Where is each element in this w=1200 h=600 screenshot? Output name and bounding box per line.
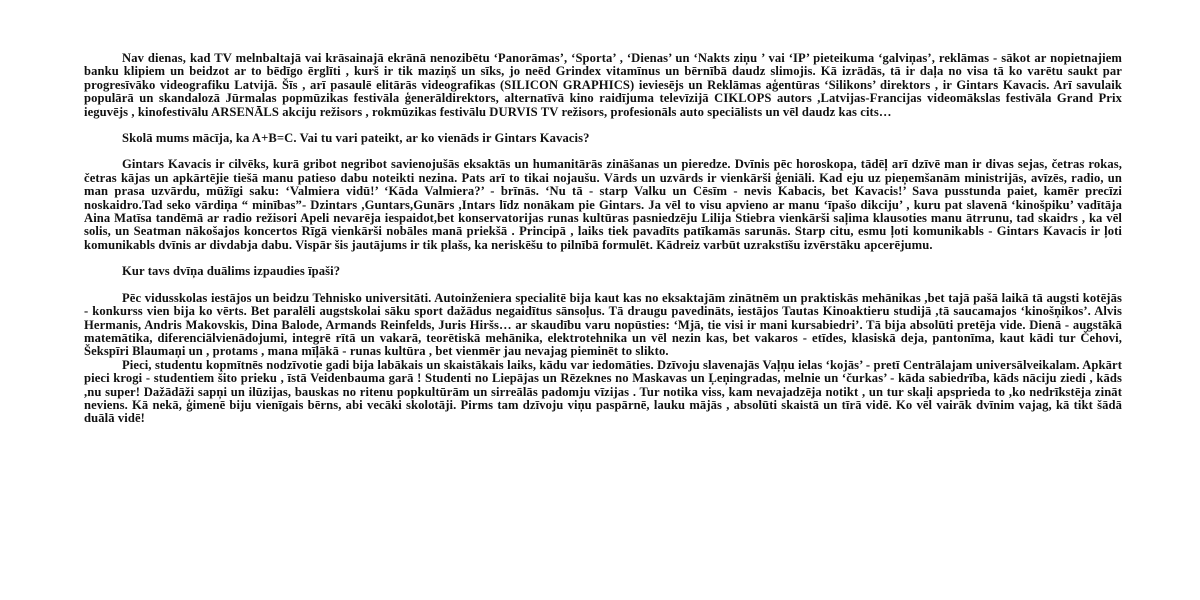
question-2: Kur tavs dvīņa duālims izpaudies īpaši?	[122, 264, 341, 279]
document-page	[84, 52, 1122, 426]
paragraph-answer-1: Gintars Kavacis ir cilvēks, kurā gribot negribot savienojušās eksaktās un humanitārās zināšanas un pieredze. Dvīnis pēc horoskopa, tādēļ arī dzīvē man ir divas sejas, četras rokas, četras kājas un apkārtējie tiešā manu patieso dabu noteikti nezina. Pats arī to tikai nojaušu. Vārds un uzvārds ir vienkārši ģeniāli. Kad eju uz pieņemšanām ministrijās, avīzēs, radio, un man prasa uzvārdu, mūžīgi saku: ‘Valmiera vidū!’ ‘Kāda Valmiera?’ - brīnās. ‘Nu tā - starp Valku un Cēsīm - nevis Kabacis, bet Kavacis!’ Sava pusstunda paiet, kamēr precīzi noskaidro.Tad seko vārdiņa “ minības”- Dzintars ,Guntars,Gunārs ,Intars līdz nonākam pie Gintars. Ja vēl to visu apvieno ar manu ‘īpašo dikciju’ , kuru pat slavenā ‘kinošpiku’ vadītāja Aina Matīsa tandēmā ar radio režisori Apeli nevarēja iespaidot,bet konservatorijas runas kultūras pasniedzēju Lilija Stiebra vienkārši saļima klausoties manu ātrrunu, tad skaidrs , ka vēl solis, un Seatman nākošajos koncertos Rīgā vienkārši nobāles manā priekšā . Principā , laiks tiek pavadīts patīkamās sarunās. Starp citu, esmu ļoti komunikabls - Gintars Kavacis ir ļoti komunikabls dvīnis ar divdabja dabu. Vispār šis jautājums ir tik plašs, ka neriskēšu to pilnībā formulēt. Kādreiz varbūt uzrakstīšu izvērstāku apcerējumu.	[84, 157, 1122, 252]
paragraph-intro: Nav dienas, kad TV melnbaltajā vai krāsainajā ekrānā nenozibētu ‘Panorāmas’, ‘Sporta’ , ‘Dienas’ un ‘Nakts ziņu ’ vai ‘IP’ pieteikuma ‘galviņas’, reklāmas - sākot ar nopietnajiem banku klipiem un beidzot ar to bēdīgo ērglīti , kurš ir tik maziņš un sīks, jo neēd Grindex vitamīnus un bērnībā daudz slimojis. Kā izrādās, tā ir daļa no visa tā ko varētu saukt par progresīvāko videografiku Latvijā. Šīs , arī pasaulē elitārās videografikas (SILICON GRAPHICS) ieviesējs un Reklāmas aģentūras ‘Silikons’ direktors , ir Gintars Kavacis. Arī savulaik populārā un skandalozā Jūrmalas popmūzikas festivāla ģenerāldirektors, alternatīvā kino raidījuma televīzijā CIKLOPS autors ,Latvijas-Francijas videomākslas festivāla Grand Prix ieguvējs , kinofestivālu ARSENĀLS akciju režisors , rokmūzikas festivālu DURVIS TV režisors, profesionāls auto speciālists un vēl daudz kas cits…	[84, 51, 1122, 119]
question-1: Skolā mums mācīja, ka A+B=C. Vai tu vari pateikt, ar ko vienāds ir Gintars Kavacis?	[122, 131, 590, 146]
paragraph-answer-2: Pēc vidusskolas iestājos un beidzu Tehnisko universitāti. Autoinženiera specialitē bija kaut kas no eksaktajām zinātnēm un praktiskās mehānikas ,bet tajā pašā laikā tā augsti kotējās - konkurss vien bija ko vērts. Bet paralēli augstskolai sāku sport dažādus negaidītus sānsoļus. Tā draugu pavedināts, iestājos Tautas Kinoaktieru studijā ,tā saucamajos ‘kinošņikos’. Alvis Hermanis, Andris Makovskis, Dina Balode, Armands Reinfelds, Juris Hiršs… ar skaudību varu nopūsties: ‘Mjā, tie visi ir mani kursabiedri’. Tā bija absolūti pretēja vide. Dienā - augstākā matemātika, diferenciālvienādojumi, integrē rītā un vakarā, teorētiskā mehānika, elektrotehnika un vēl nezin kas, bet vakaros - etīdes, klasiskā deja, pantonīma, kaut kādi tur Čehovi, Šekspīri Blaumaņi un , protams , mana mīļākā - runas kultūra , bet vienmēr jau nevajag pieminēt to slikto.	[84, 290, 1122, 359]
paragraph-closing: Pieci, studentu kopmītnēs nodzīvotie gadi bija labākais un skaistākais laiks, kādu var iedomāties. Dzīvoju slavenajās Vaļņu ielas ‘kojās’ - pretī Centrālajam universālveikalam. Apkārt pieci krogi - studentiem šito prieku , īstā Veidenbauma garā ! Studenti no Liepājas un Rēzeknes no Maskavas un Ļeņingradas, melnie un ‘čurkas’ - kāda sabiedrība, kāds nāciju ziedi , kāds ,nu super! Dažādāži sapņi un ilūzijas, bauskas no ritenu popkultūrām un sirreālās padomju vīzijas . Tur notika viss, kam nevajadzēja notikt , un tur skaļi apsprieda to ,ko nedrīkstēja zināt neviens. Kā nekā, ģimenē biju vienīgais bērns, abi vecāki skolotāji. Pirms tam dzīvoju viņu paspārnē, lauku mājās , absolūti skaistā un tīrā vidē. Ko vēl vairāk dvīnim vajag, kā tikt šādā duālā vidē!	[84, 357, 1122, 426]
